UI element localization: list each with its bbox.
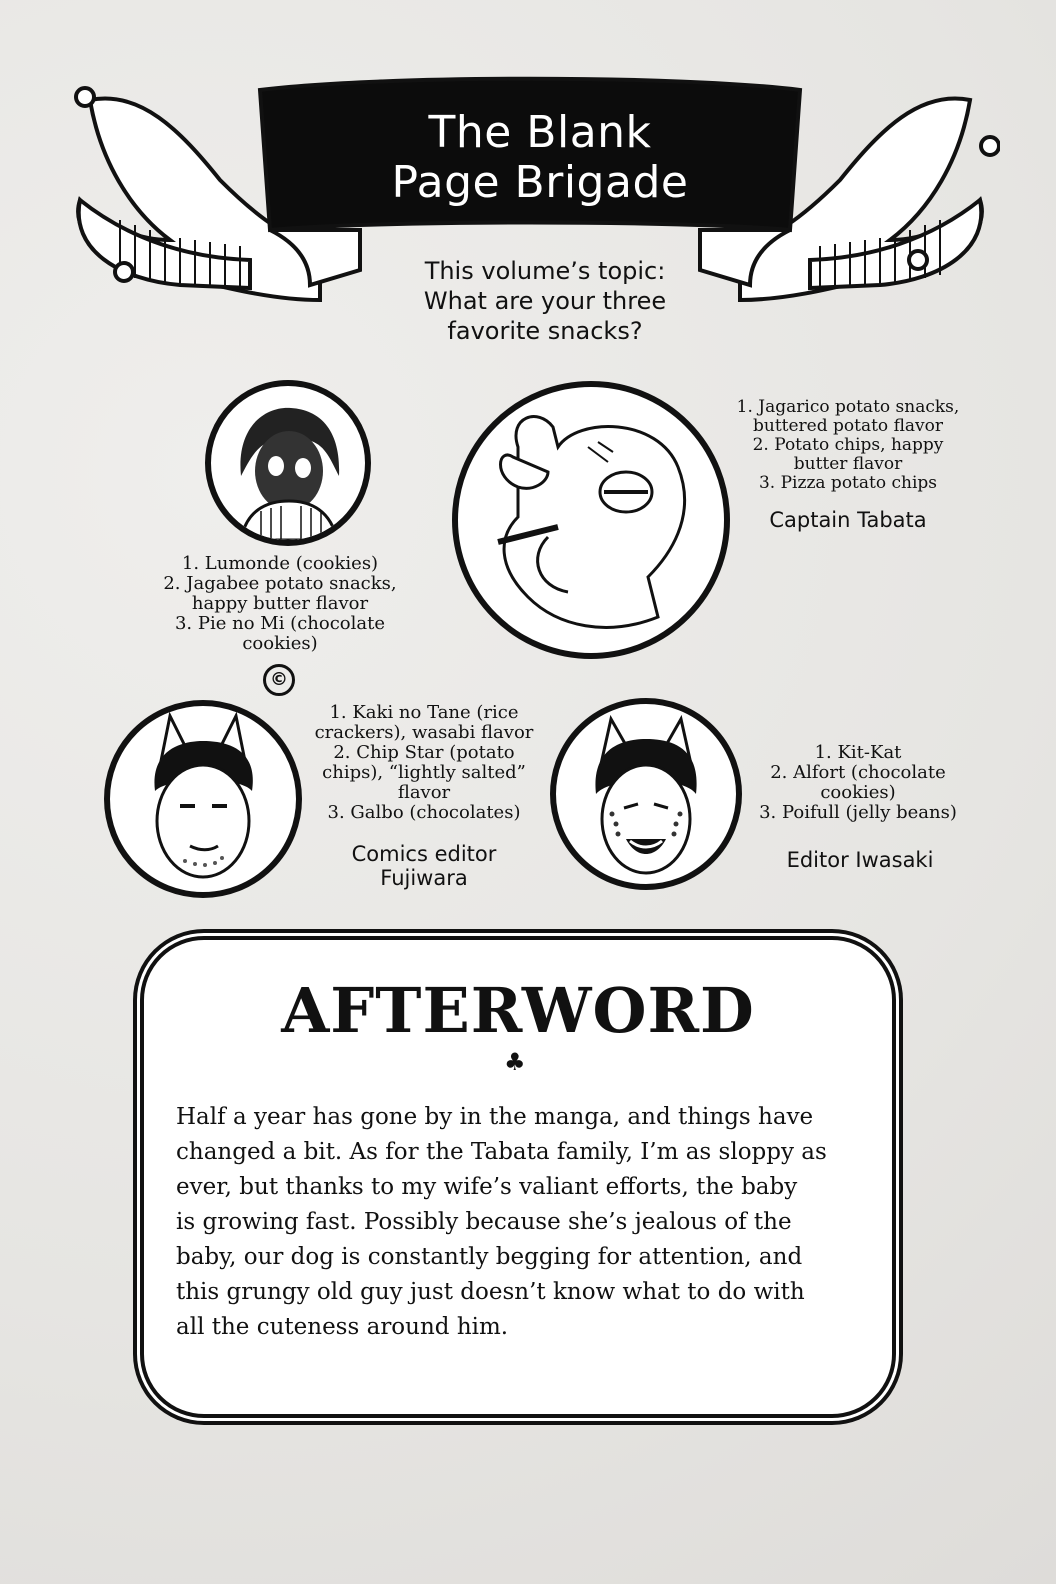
list-item: cookies) [820,782,896,803]
list-item: flavor [397,782,451,803]
topic-question [395,256,695,346]
list-item: 3. Pie no Mi (chocolate [174,613,386,634]
list-item: 3. Pizza potato chips [758,473,938,493]
afterword-line: this grungy old guy just doesn’t know what to do with [176,1279,805,1305]
member-2-name: Captain Tabata [769,508,927,532]
member-3-name-line-1: Comics editor [351,842,497,866]
bird-portrait-icon [452,381,730,659]
list-item: 1. Lumonde (cookies) [181,553,379,574]
member-3-snack-list [296,703,552,823]
list-item: buttered potato flavor [752,416,944,436]
topic-line-2: What are your three [423,287,667,315]
member-2-snack-list [730,398,966,493]
member-1-snack-list [150,554,410,654]
member-4-name: Editor Iwasaki [786,848,934,872]
copyright-mark: © [263,664,295,696]
list-item: 2. Jagabee potato snacks, [163,573,397,594]
clover-ornament-icon: ♣ [504,1048,526,1076]
dog-eared-man-portrait-icon [104,700,302,898]
banner-title-line-1: The Blank [428,107,652,158]
afterword-line: Half a year has gone by in the manga, and things have [176,1104,814,1130]
afterword-line: changed a bit. As for the Tabata family, I’m as sloppy as [176,1139,827,1165]
afterword-line: is growing fast. Possibly because she’s jealous of the [176,1209,792,1235]
cat-eared-person-portrait-icon [550,698,742,890]
list-item: 2. Chip Star (potato [333,742,515,763]
list-item: 2. Potato chips, happy [752,435,944,455]
afterword-heading: AFTERWORD [281,974,755,1047]
afterword-line: baby, our dog is constantly begging for attention, and [176,1244,803,1270]
topic-line-1: This volume’s topic: [424,257,666,285]
topic-line-3: favorite snacks? [447,317,643,345]
afterword-body [176,1100,866,1345]
list-item: cookies) [242,633,318,654]
list-item: 1. Jagarico potato snacks, [736,397,960,417]
afterword-line: ever, but thanks to my wife’s valiant efforts, the baby [176,1174,798,1200]
list-item: crackers), wasabi flavor [314,722,534,743]
member-3-name [320,842,528,890]
list-item: happy butter flavor [191,593,369,614]
list-item: 2. Alfort (chocolate [770,762,946,783]
afterword-box [140,936,896,1418]
woman-portrait-icon [205,380,371,546]
banner-title [370,108,710,208]
list-item: 3. Galbo (chocolates) [327,802,521,823]
list-item: chips), “lightly salted” [322,762,526,783]
list-item: 3. Poifull (jelly beans) [759,802,957,823]
list-item: 1. Kit-Kat [814,742,902,763]
afterword-line: all the cuteness around him. [176,1314,509,1340]
member-4-snack-list [740,743,976,823]
list-item: 1. Kaki no Tane (rice [329,702,519,723]
member-3-name-line-2: Fujiwara [380,866,468,890]
banner-title-line-2: Page Brigade [391,157,689,208]
list-item: butter flavor [793,454,903,474]
